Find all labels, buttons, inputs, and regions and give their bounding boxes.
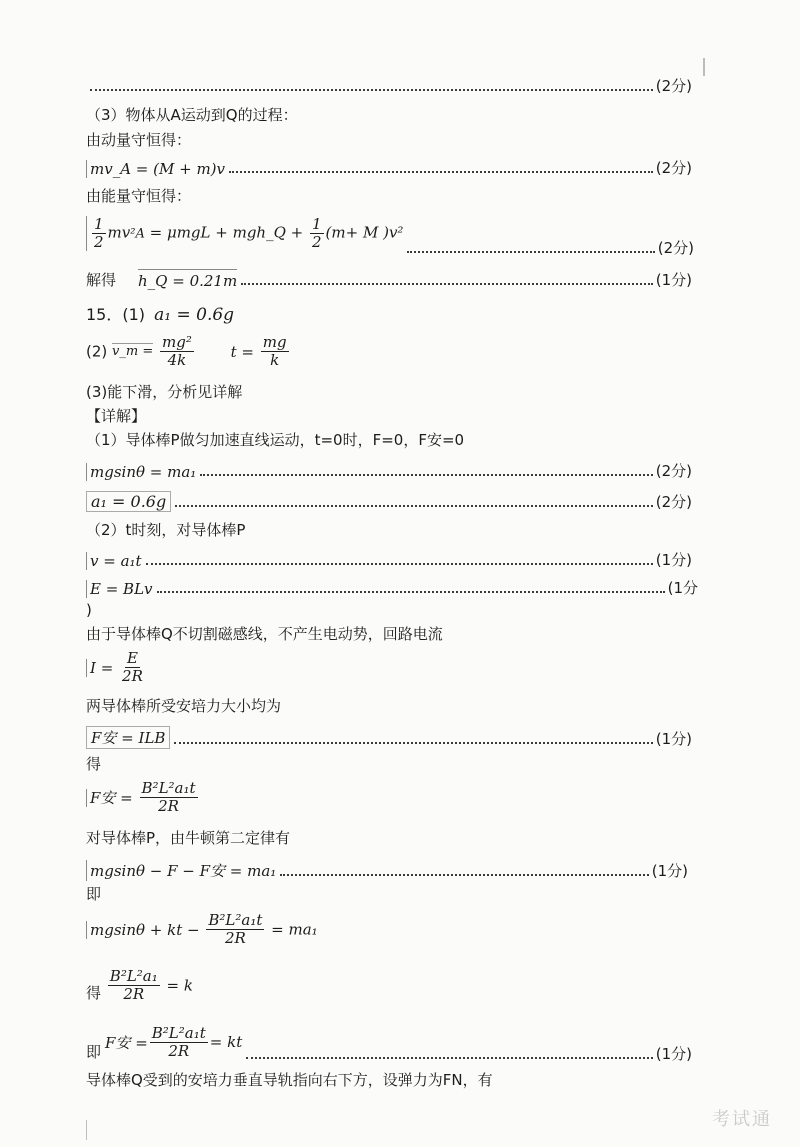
text-de-2: 得	[86, 984, 102, 1002]
equation-energy: $\frac{1}{2}$ mv²A = μmgL + mgh_Q + $\frac{1}{2}$ (m+ M )v²	[86, 216, 403, 251]
dot-leader	[175, 505, 653, 507]
part1-intro: （1）导体棒P做匀加速直线运动，t=0时，F=0，F安=0	[86, 431, 465, 449]
score: (1分)	[655, 1045, 692, 1063]
answer-row-newton	[86, 859, 688, 881]
dot-leader	[280, 874, 648, 876]
equation-ji-rhs: = ma₁	[271, 920, 318, 939]
answer-row-fan	[86, 727, 692, 749]
momentum-label: 由动量守恒得：	[86, 131, 192, 149]
score: (1分)	[651, 862, 688, 880]
watermark: 考试通	[712, 1109, 772, 1130]
score: (1分)	[655, 271, 692, 289]
equation-a1: a₁ = 0.6g	[86, 491, 171, 512]
dot-leader	[200, 474, 652, 476]
text-last: 导体棒Q受到的安培力垂直导轨指向右下方，设弹力为FN，有	[86, 1071, 493, 1089]
part2-intro: （2）t时刻，对导体棒P	[86, 521, 246, 539]
equation-fkt-num: B²L²a₁t	[151, 1023, 206, 1042]
text-current: 由于导体棒Q不切割磁感线，不产生电动势，回路电流	[86, 625, 443, 643]
answer-3: (3)能下滑，分析见详解	[86, 383, 243, 401]
answer-row-fkt	[86, 1020, 692, 1064]
answer-row-energy	[86, 216, 694, 258]
q15-prefix: 15．(1)	[86, 305, 146, 324]
score: (2分)	[655, 493, 692, 511]
answer-a1: a₁ = 0.6g	[154, 305, 235, 325]
page-edge-mark	[703, 58, 705, 76]
q15-answer-1	[86, 305, 234, 325]
equation-k-num: B²L²a₁	[109, 967, 158, 985]
dot-leader	[90, 89, 653, 91]
dot-leader	[157, 591, 665, 593]
answer-vm-num: mg²	[162, 333, 192, 351]
equation-ji-num: B²L²a₁t	[208, 911, 263, 929]
solve-label: 解得	[86, 271, 117, 289]
equation-fan2-lhs: F安 =	[86, 789, 133, 807]
equation-fan2-num: B²L²a₁t	[141, 779, 196, 797]
score: (1分)	[655, 730, 692, 748]
equation-e: E = BLv	[86, 580, 153, 598]
equation-k-rhs: = k	[166, 976, 193, 995]
answer-row-p1	[86, 459, 692, 481]
dot-leader	[407, 251, 654, 253]
equation-v: v = a₁t	[86, 552, 142, 570]
equation-i-den: 2R	[122, 667, 143, 685]
equation-ji	[86, 912, 318, 956]
dot-leader	[146, 563, 653, 565]
dot-leader	[246, 1057, 653, 1059]
score: (2分)	[657, 239, 694, 257]
equation-hq: h_Q = 0.21m	[138, 269, 237, 290]
answer-row-top	[86, 74, 692, 96]
answer-t-num: mg	[262, 333, 287, 351]
score: (2分)	[655, 159, 692, 177]
score: (2分)	[655, 77, 692, 95]
equation-fan2	[86, 780, 200, 822]
equation-fan: F安 = ILB	[86, 726, 170, 749]
answer-row-a1	[86, 490, 692, 512]
detail-heading: 【详解】	[86, 407, 147, 425]
equation-newton: mgsinθ − F − F安 = ma₁	[86, 860, 276, 881]
equation-p1: mgsinθ = ma₁	[86, 463, 196, 481]
energy-mid: = μmgL + mgh_Q +	[144, 223, 308, 242]
answer-row-momentum	[86, 156, 692, 178]
answer-2-prefix: (2)	[86, 342, 108, 361]
equation-i-num: E	[126, 649, 138, 667]
answer-row-e	[86, 576, 698, 598]
answer-row-v	[86, 548, 692, 570]
score: (2分)	[655, 462, 692, 480]
equation-ji-den: 2R	[224, 929, 246, 947]
equation-fkt-den: 2R	[168, 1041, 190, 1060]
equation-ji-lhs: mgsinθ + kt −	[86, 921, 200, 939]
answer-vm-lhs: v_m =	[112, 343, 154, 359]
answer-t-lhs: t =	[230, 342, 255, 361]
dot-leader	[229, 171, 653, 173]
q3-heading: （3）物体从A运动到Q的过程：	[86, 106, 298, 124]
dot-leader	[174, 742, 652, 744]
equation-i	[86, 650, 147, 690]
energy-rhs: (m+ M )v²	[325, 223, 404, 242]
text-ji-1: 即	[86, 885, 102, 903]
score-continuation: )	[86, 601, 92, 619]
energy-lhs: mv	[107, 223, 131, 242]
page-edge-mark	[86, 1120, 87, 1140]
text-force: 两导体棒所受安培力大小均为	[86, 697, 282, 715]
equation-momentum: mv_A = (M + m)v	[86, 160, 225, 178]
text-newton: 对导体棒P，由牛顿第二定律有	[86, 829, 291, 847]
energy-label: 由能量守恒得：	[86, 187, 192, 205]
equation-fkt-lhs: F安 =	[105, 1033, 148, 1052]
equation-k-den: 2R	[123, 985, 145, 1003]
answer-t-den: k	[270, 351, 280, 369]
dot-leader	[241, 283, 653, 285]
equation-i-lhs: I =	[86, 659, 113, 677]
q15-answer-2	[86, 334, 291, 374]
text-ji-2: 即	[86, 1043, 102, 1061]
score: (1分)	[655, 551, 692, 569]
answer-vm-den: 4k	[167, 351, 187, 369]
answer-row-hq	[86, 268, 692, 290]
equation-fan2-den: 2R	[158, 797, 179, 815]
score: (1分	[667, 579, 698, 597]
equation-fkt-rhs: = kt	[209, 1033, 243, 1051]
text-de-1: 得	[86, 755, 102, 773]
equation-k	[86, 968, 193, 1012]
